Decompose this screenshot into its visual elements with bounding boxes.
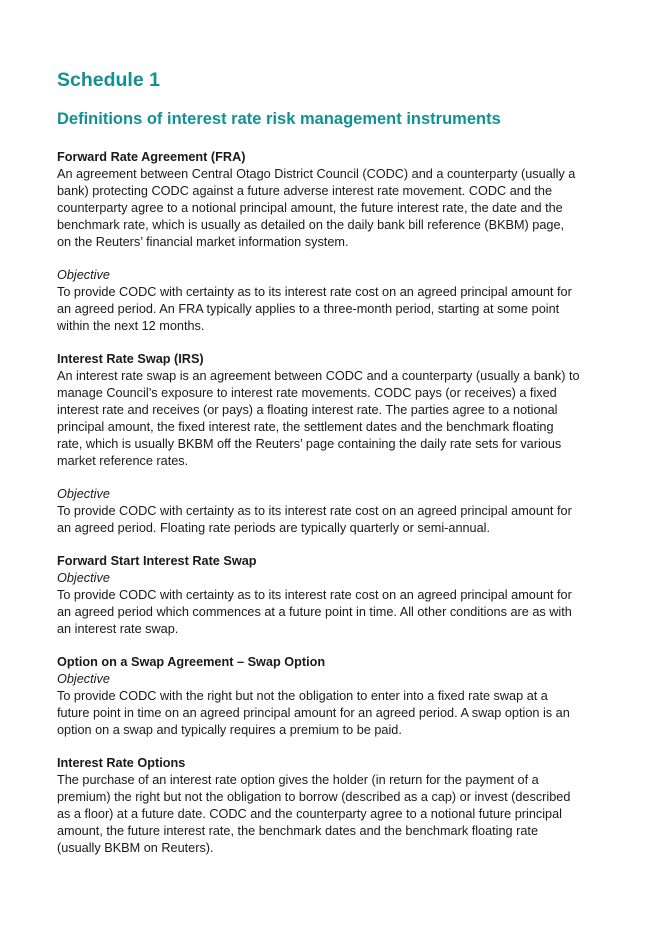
- definition-paragraph: [57, 166, 597, 251]
- paragraph-line: an agreed period which commences at a future point in time. All other conditions are as with: [57, 605, 572, 619]
- paragraph-line: as a floor) at a future date. CODC and the counterparty agree to a notional future principal: [57, 807, 562, 821]
- schedule-title: Schedule 1: [57, 69, 160, 91]
- paragraph-line: counterparty agree to a notional principal amount, the future interest rate, the date and the: [57, 201, 563, 215]
- instrument-term: Option on a Swap Agreement – Swap Option: [57, 655, 326, 669]
- paragraph-line: bank) protecting CODC against a future adverse interest rate movement. CODC and the: [57, 184, 553, 198]
- instrument-term: Forward Start Interest Rate Swap: [57, 554, 257, 568]
- paragraph-line: To provide CODC with certainty as to its interest rate cost on an agreed principal amount for: [57, 504, 572, 518]
- instrument-term: Interest Rate Options: [57, 756, 186, 770]
- paragraph-line: To provide CODC with certainty as to its interest rate cost on an agreed principal amount for: [57, 285, 572, 299]
- paragraph-line: principal amount, the fixed interest rate, the settlement dates and the benchmark floating: [57, 420, 554, 434]
- paragraph-line: To provide CODC with the right but not the obligation to enter into a fixed rate swap at a: [57, 689, 548, 703]
- objective-subheading: Objective: [57, 268, 110, 282]
- paragraph-line: benchmark rate, which is usually as detailed on the daily bank bill reference (BKBM) page,: [57, 218, 565, 232]
- paragraph-line: To provide CODC with certainty as to its interest rate cost on an agreed principal amount for: [57, 588, 572, 602]
- paragraph-line: manage Council’s exposure to interest rate movements. CODC pays (or receives) a fixed: [57, 386, 557, 400]
- paragraph-line: An interest rate swap is an agreement between CODC and a counterparty (usually a bank) to: [57, 369, 580, 383]
- paragraph-line: (usually BKBM on Reuters).: [57, 841, 214, 855]
- definition-block: [57, 486, 597, 537]
- objective-subheading: Objective: [57, 672, 110, 686]
- paragraph-line: an interest rate swap.: [57, 622, 179, 636]
- definitions-heading: Definitions of interest rate risk management instruments: [57, 110, 501, 128]
- paragraph-line: interest rate and receives (or pays) a floating interest rate. The parties agree to a notional: [57, 403, 558, 417]
- objective-subheading: Objective: [57, 571, 110, 585]
- paragraph-line: rate, which is usually BKBM off the Reuters’ page containing the daily rate sets for various: [57, 437, 562, 451]
- paragraph-line: within the next 12 months.: [57, 319, 205, 333]
- definition-paragraph: [57, 503, 597, 537]
- paragraph-line: premium) the right but not the obligation to borrow (described as a cap) or invest (described: [57, 790, 571, 804]
- definitions-content: [57, 149, 597, 873]
- definition-paragraph: [57, 688, 597, 739]
- definition-block: [57, 351, 597, 470]
- paragraph-line: an agreed period. Floating rate periods are typically quarterly or semi-annual.: [57, 521, 491, 535]
- definition-paragraph: [57, 772, 597, 857]
- definition-paragraph: [57, 587, 597, 638]
- instrument-term: Forward Rate Agreement (FRA): [57, 150, 246, 164]
- definition-block: [57, 553, 597, 638]
- definition-block: [57, 267, 597, 335]
- paragraph-line: An agreement between Central Otago District Council (CODC) and a counterparty (usually a: [57, 167, 576, 181]
- definition-paragraph: [57, 284, 597, 335]
- paragraph-line: on the Reuters’ financial market information system.: [57, 235, 349, 249]
- paragraph-line: an agreed period. An FRA typically applies to a three-month period, starting at some point: [57, 302, 560, 316]
- paragraph-line: The purchase of an interest rate option gives the holder (in return for the payment of a: [57, 773, 539, 787]
- instrument-term: Interest Rate Swap (IRS): [57, 352, 204, 366]
- paragraph-line: amount, the future interest rate, the benchmark dates and the benchmark floating rate: [57, 824, 538, 838]
- definition-block: [57, 149, 597, 251]
- paragraph-line: future point in time on an agreed principal amount for an agreed period. A swap option is an: [57, 706, 570, 720]
- definition-block: [57, 755, 597, 857]
- definition-paragraph: [57, 368, 597, 470]
- paragraph-line: option on a swap and typically requires a premium to be paid.: [57, 723, 402, 737]
- paragraph-line: market reference rates.: [57, 454, 189, 468]
- definition-block: [57, 654, 597, 739]
- objective-subheading: Objective: [57, 487, 110, 501]
